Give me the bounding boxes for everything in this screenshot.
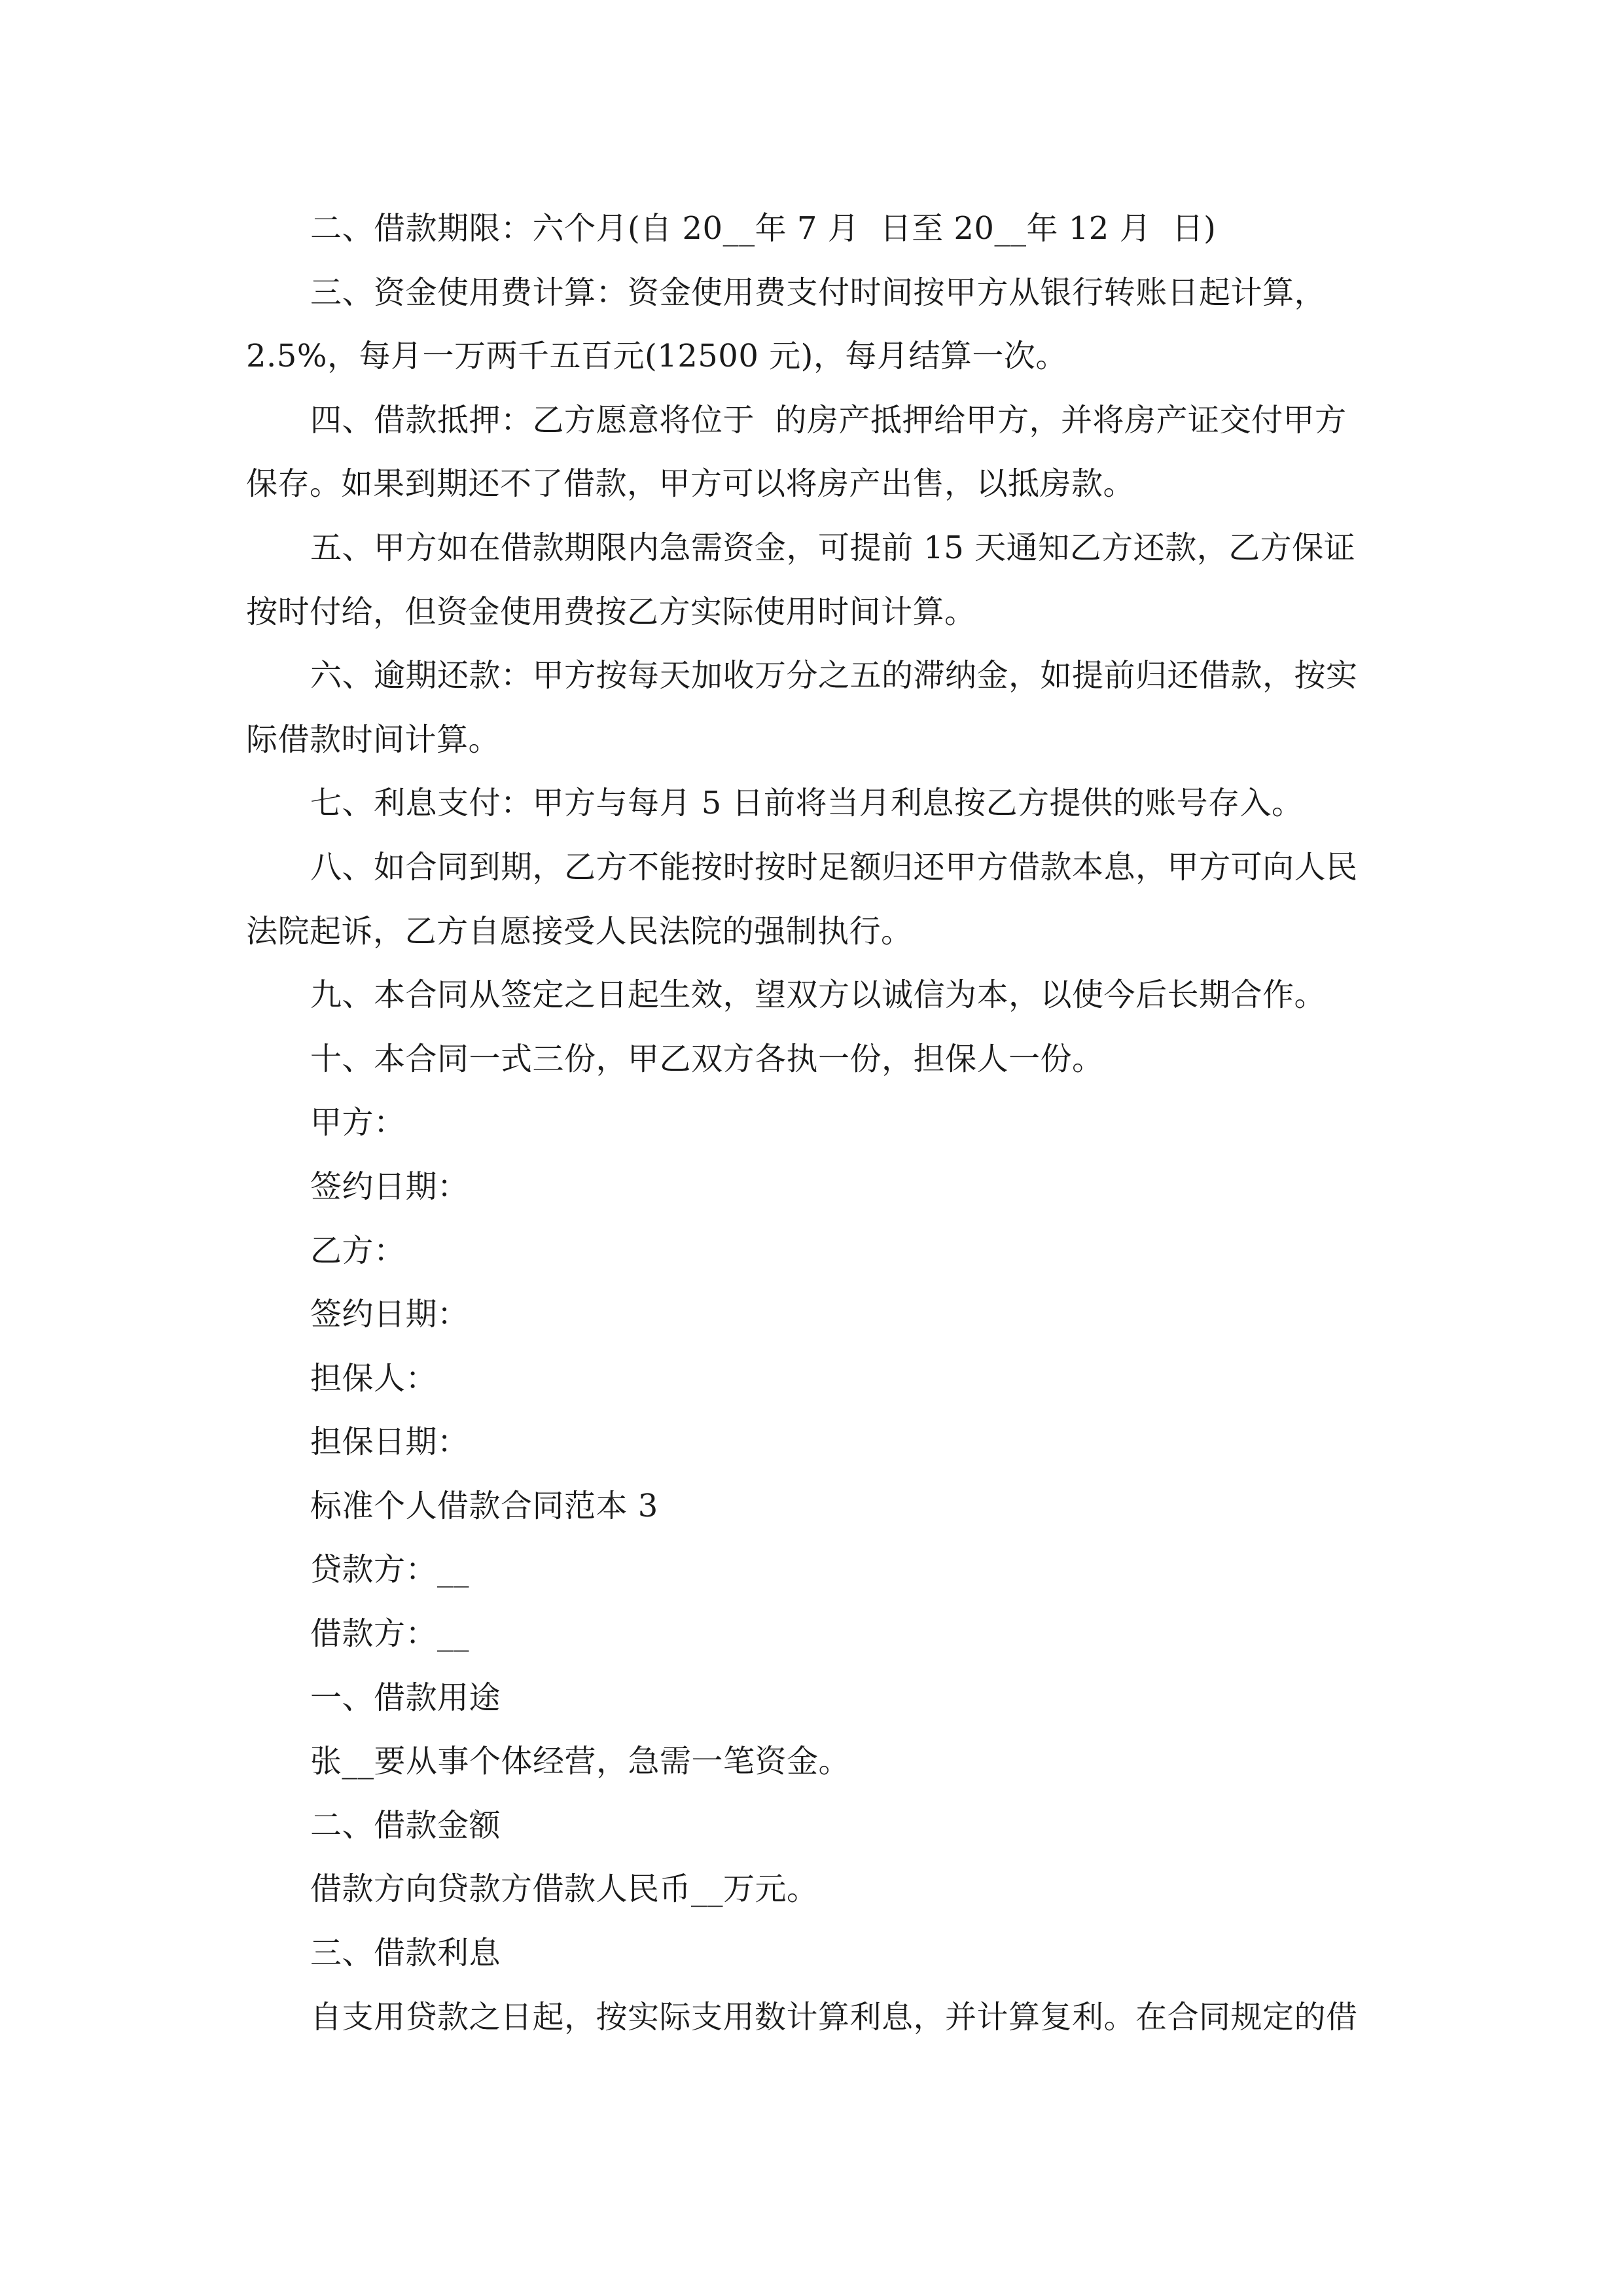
document-line: 法院起诉，乙方自愿接受人民法院的强制执行。 — [246, 912, 913, 950]
document-line: 三、借款利息 — [310, 1935, 501, 1972]
document-line: 标准个人借款合同范本 3 — [310, 1487, 658, 1524]
document-line: 签约日期： — [310, 1296, 469, 1333]
document-line: 2.5%，每月一万两千五百元(12500 元)，每月结算一次。 — [246, 338, 1067, 375]
document-line: 五、甲方如在借款期限内急需资金，可提前 15 天通知乙方还款，乙方保证 — [310, 529, 1356, 566]
document-line: 八、如合同到期，乙方不能按时按时足额归还甲方借款本息，甲方可向人民 — [310, 848, 1358, 886]
document-line: 张__要从事个体经营，急需一笔资金。 — [310, 1743, 851, 1780]
document-line: 借款方：__ — [310, 1615, 470, 1653]
document-line: 贷款方：__ — [310, 1551, 470, 1588]
document-line: 签约日期： — [310, 1168, 469, 1205]
document-line: 甲方： — [310, 1104, 406, 1141]
document-line: 三、资金使用费计算：资金使用费支付时间按甲方从银行转账日起计算， — [310, 274, 1327, 311]
document-line: 二、借款期限：六个月(自 20__年 7 月 日至 20__年 12 月 日) — [310, 210, 1217, 247]
document-line: 十、本合同一式三份，甲乙双方各执一份，担保人一份。 — [310, 1040, 1104, 1077]
document-line: 按时付给，但资金使用费按乙方实际使用时间计算。 — [246, 593, 976, 630]
document-line: 九、本合同从签定之日起生效，望双方以诚信为本，以使今后长期合作。 — [310, 977, 1327, 1014]
document-line: 二、借款金额 — [310, 1806, 501, 1844]
document-line: 乙方： — [310, 1232, 406, 1269]
document-line: 担保日期： — [310, 1424, 469, 1461]
document-line: 担保人： — [310, 1359, 438, 1397]
document-body — [246, 204, 1377, 2056]
document-line: 际借款时间计算。 — [246, 721, 501, 758]
document-line: 借款方向贷款方借款人民币__万元。 — [310, 1871, 819, 1908]
document-line: 自支用贷款之日起，按实际支用数计算利息，并计算复利。在合同规定的借 — [310, 1998, 1358, 2036]
document-line: 一、借款用途 — [310, 1679, 501, 1716]
document-line: 六、逾期还款：甲方按每天加收万分之五的滞纳金，如提前归还借款，按实 — [310, 657, 1358, 694]
document-line: 七、利息支付：甲方与每月 5 日前将当月利息按乙方提供的账号存入。 — [310, 785, 1304, 822]
document-line: 保存。如果到期还不了借款，甲方可以将房产出售，以抵房款。 — [246, 465, 1135, 503]
document-line: 四、借款抵押：乙方愿意将位于 的房产抵押给甲方，并将房产证交付甲方 — [310, 401, 1347, 439]
